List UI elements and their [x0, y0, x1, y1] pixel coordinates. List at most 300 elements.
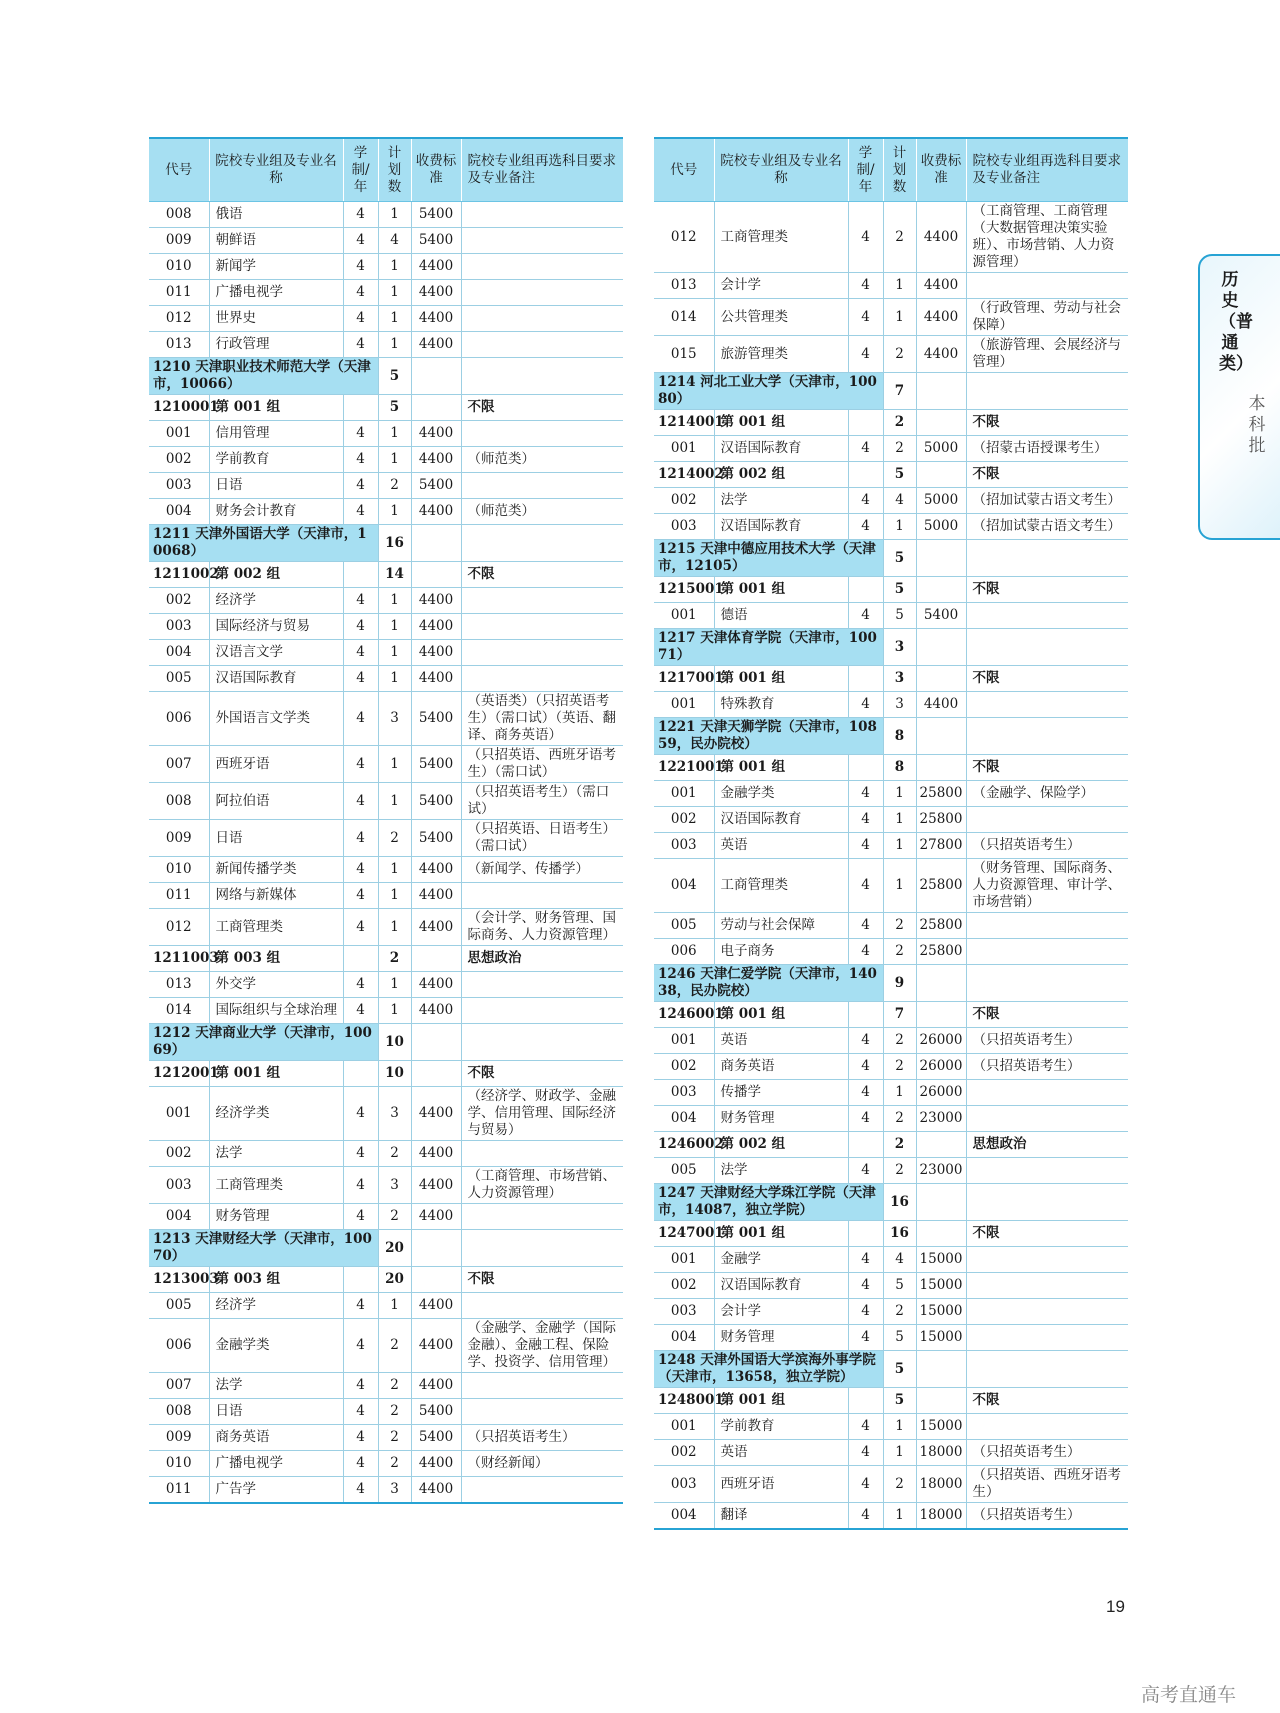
major-plan: 1 — [378, 499, 411, 525]
major-years: 4 — [343, 1204, 378, 1230]
major-code: 010 — [149, 1451, 209, 1477]
group-name: 第 001 组 — [714, 1388, 848, 1414]
group-fee-blank — [916, 1002, 966, 1028]
major-row — [149, 473, 623, 499]
major-remark — [966, 1247, 1128, 1273]
major-remark: （招加试蒙古语文考生） — [966, 514, 1128, 540]
major-years: 4 — [343, 499, 378, 525]
school-name: 1210 天津职业技术师范大学（天津市，10066） — [149, 358, 378, 395]
group-name: 第 002 组 — [714, 462, 848, 488]
major-name: 广播电视学 — [209, 1451, 343, 1477]
major-fee: 15000 — [916, 1414, 966, 1440]
major-years: 4 — [848, 1080, 883, 1106]
major-row — [149, 1204, 623, 1230]
group-plan: 2 — [883, 410, 916, 436]
major-years: 4 — [343, 640, 378, 666]
major-remark — [966, 1273, 1128, 1299]
major-name: 国际组织与全球治理 — [209, 998, 343, 1024]
major-fee: 5000 — [916, 488, 966, 514]
group-plan: 5 — [883, 577, 916, 603]
major-code: 002 — [149, 1141, 209, 1167]
major-remark — [966, 1299, 1128, 1325]
major-fee: 4400 — [411, 421, 461, 447]
major-remark: （只招英语考生） — [966, 1054, 1128, 1080]
major-fee: 4400 — [411, 1319, 461, 1373]
group-name: 第 001 组 — [714, 410, 848, 436]
major-fee: 4400 — [411, 1167, 461, 1204]
major-plan: 1 — [378, 746, 411, 783]
school-remark-blank — [461, 358, 623, 395]
major-row — [654, 807, 1128, 833]
major-fee: 25800 — [916, 939, 966, 965]
header-plan: 计划数 — [883, 138, 916, 202]
major-row — [149, 1141, 623, 1167]
major-years: 4 — [343, 820, 378, 857]
school-fee-blank — [411, 525, 461, 562]
major-fee: 4400 — [411, 883, 461, 909]
group-row — [149, 1061, 623, 1087]
major-years: 4 — [848, 781, 883, 807]
major-fee: 4400 — [411, 1141, 461, 1167]
major-code: 011 — [149, 883, 209, 909]
school-fee-blank — [916, 718, 966, 755]
major-remark — [966, 603, 1128, 629]
school-remark-blank — [966, 1184, 1128, 1221]
major-remark: （招加试蒙古语文考生） — [966, 488, 1128, 514]
major-years: 4 — [848, 299, 883, 336]
major-name: 翻译 — [714, 1503, 848, 1530]
major-remark — [461, 614, 623, 640]
major-row — [654, 1158, 1128, 1184]
major-code: 003 — [654, 1080, 714, 1106]
group-years-blank — [848, 666, 883, 692]
major-years: 4 — [848, 488, 883, 514]
major-fee: 4400 — [411, 1451, 461, 1477]
major-plan: 1 — [883, 273, 916, 299]
major-fee: 4400 — [916, 299, 966, 336]
major-remark: （只招英语考生） — [461, 1425, 623, 1451]
major-years: 4 — [848, 1106, 883, 1132]
major-row — [149, 280, 623, 306]
group-name: 第 001 组 — [714, 755, 848, 781]
major-remark: （英语类）（只招英语考生）（需口试）（英语、翻译、商务英语） — [461, 692, 623, 746]
major-plan: 1 — [378, 421, 411, 447]
major-remark: （工商管理、工商管理（大数据管理决策实验班）、市场营销、人力资源管理） — [966, 202, 1128, 273]
major-code: 003 — [654, 1466, 714, 1503]
major-code: 013 — [149, 972, 209, 998]
school-name: 1247 天津财经大学珠江学院（天津市，14087，独立学院） — [654, 1184, 883, 1221]
major-fee: 4400 — [916, 336, 966, 373]
major-code: 009 — [149, 1425, 209, 1451]
major-fee: 27800 — [916, 833, 966, 859]
group-requirement: 不限 — [966, 1388, 1128, 1414]
school-remark-blank — [966, 629, 1128, 666]
group-years-blank — [848, 1132, 883, 1158]
major-code: 004 — [654, 1325, 714, 1351]
table-header — [149, 138, 623, 202]
school-plan: 5 — [378, 358, 411, 395]
school-fee-blank — [916, 965, 966, 1002]
major-name: 英语 — [714, 1440, 848, 1466]
major-plan: 2 — [883, 202, 916, 273]
header-years: 学制/年 — [343, 138, 378, 202]
school-row — [149, 525, 623, 562]
major-remark — [461, 1399, 623, 1425]
major-row — [654, 1106, 1128, 1132]
group-code: 1246002 — [654, 1132, 714, 1158]
major-name: 法学 — [714, 1158, 848, 1184]
major-remark — [966, 1106, 1128, 1132]
major-years: 4 — [848, 1158, 883, 1184]
school-plan: 16 — [378, 525, 411, 562]
school-name: 1217 天津体育学院（天津市，10071） — [654, 629, 883, 666]
major-row — [149, 909, 623, 946]
school-row — [149, 1230, 623, 1267]
school-remark-blank — [966, 1351, 1128, 1388]
major-name: 日语 — [209, 1399, 343, 1425]
major-name: 法学 — [714, 488, 848, 514]
major-row — [149, 783, 623, 820]
major-name: 会计学 — [714, 273, 848, 299]
school-row — [149, 358, 623, 395]
major-plan: 2 — [883, 336, 916, 373]
major-remark: （经济学、财政学、金融学、信用管理、国际经济与贸易） — [461, 1087, 623, 1141]
major-years: 4 — [848, 1028, 883, 1054]
school-row — [654, 718, 1128, 755]
major-code: 001 — [654, 603, 714, 629]
school-plan: 8 — [883, 718, 916, 755]
major-fee: 4400 — [411, 499, 461, 525]
major-fee: 5400 — [411, 692, 461, 746]
major-plan: 2 — [378, 1373, 411, 1399]
major-plan: 1 — [378, 909, 411, 946]
major-years: 4 — [343, 228, 378, 254]
major-name: 外国语言文学类 — [209, 692, 343, 746]
major-code: 005 — [654, 1158, 714, 1184]
group-requirement: 不限 — [966, 755, 1128, 781]
major-code: 006 — [654, 939, 714, 965]
major-name: 日语 — [209, 820, 343, 857]
major-remark: （金融学、金融学（国际金融）、金融工程、保险学、投资学、信用管理） — [461, 1319, 623, 1373]
major-fee: 4400 — [411, 614, 461, 640]
major-years: 4 — [343, 447, 378, 473]
major-code: 003 — [149, 473, 209, 499]
major-remark — [461, 1293, 623, 1319]
group-requirement: 不限 — [461, 395, 623, 421]
major-remark — [966, 807, 1128, 833]
major-fee: 5400 — [411, 1425, 461, 1451]
school-row — [654, 1184, 1128, 1221]
major-row — [149, 820, 623, 857]
major-code: 005 — [654, 913, 714, 939]
group-name: 第 001 组 — [209, 395, 343, 421]
major-years: 4 — [848, 336, 883, 373]
school-plan: 20 — [378, 1230, 411, 1267]
major-row — [149, 1087, 623, 1141]
major-remark — [461, 280, 623, 306]
major-fee: 5400 — [411, 228, 461, 254]
school-remark-blank — [461, 1024, 623, 1061]
major-years: 4 — [343, 1399, 378, 1425]
major-remark — [461, 972, 623, 998]
major-plan: 2 — [883, 939, 916, 965]
major-years: 4 — [343, 746, 378, 783]
group-years-blank — [848, 577, 883, 603]
major-fee: 25800 — [916, 807, 966, 833]
group-row — [654, 1221, 1128, 1247]
major-remark — [966, 1414, 1128, 1440]
major-years: 4 — [343, 692, 378, 746]
major-fee: 15000 — [916, 1299, 966, 1325]
major-row — [149, 883, 623, 909]
page-number: 19 — [1106, 1597, 1125, 1616]
header-plan: 计划数 — [378, 138, 411, 202]
major-name: 经济学类 — [209, 1087, 343, 1141]
major-name: 世界史 — [209, 306, 343, 332]
major-remark: （只招英语考生） — [966, 1440, 1128, 1466]
major-row — [149, 857, 623, 883]
school-row — [654, 965, 1128, 1002]
major-row — [149, 666, 623, 692]
major-years: 4 — [848, 1466, 883, 1503]
group-fee-blank — [916, 666, 966, 692]
major-years: 4 — [343, 1451, 378, 1477]
major-row — [654, 913, 1128, 939]
group-fee-blank — [411, 395, 461, 421]
major-row — [149, 421, 623, 447]
major-code: 001 — [654, 436, 714, 462]
major-code: 004 — [149, 499, 209, 525]
group-requirement: 不限 — [461, 562, 623, 588]
major-plan: 3 — [378, 1087, 411, 1141]
group-fee-blank — [916, 462, 966, 488]
major-plan: 3 — [883, 692, 916, 718]
major-plan: 2 — [378, 1319, 411, 1373]
major-plan: 2 — [378, 473, 411, 499]
major-years: 4 — [343, 254, 378, 280]
major-code: 001 — [654, 1414, 714, 1440]
major-row — [149, 972, 623, 998]
major-name: 德语 — [714, 603, 848, 629]
major-years: 4 — [343, 1373, 378, 1399]
school-plan: 5 — [883, 540, 916, 577]
school-fee-blank — [916, 540, 966, 577]
major-years: 4 — [343, 909, 378, 946]
school-fee-blank — [411, 358, 461, 395]
group-fee-blank — [916, 1132, 966, 1158]
major-code: 001 — [654, 781, 714, 807]
major-code: 012 — [149, 306, 209, 332]
major-remark: （只招英语考生）（需口试） — [461, 783, 623, 820]
major-plan: 2 — [378, 820, 411, 857]
group-name: 第 001 组 — [714, 1221, 848, 1247]
major-years: 4 — [343, 1293, 378, 1319]
major-row — [149, 640, 623, 666]
major-name: 旅游管理类 — [714, 336, 848, 373]
major-row — [654, 1503, 1128, 1530]
major-fee: 18000 — [916, 1440, 966, 1466]
major-row — [149, 499, 623, 525]
major-fee: 4400 — [411, 588, 461, 614]
group-plan: 5 — [378, 395, 411, 421]
major-name: 西班牙语 — [209, 746, 343, 783]
major-remark: （财务管理、国际商务、人力资源管理、审计学、市场营销） — [966, 859, 1128, 913]
major-fee: 4400 — [411, 306, 461, 332]
major-row — [149, 1425, 623, 1451]
major-remark — [461, 332, 623, 358]
group-years-blank — [848, 462, 883, 488]
major-code: 015 — [654, 336, 714, 373]
major-code: 009 — [149, 228, 209, 254]
group-row — [654, 666, 1128, 692]
major-remark: （招蒙古语授课考生） — [966, 436, 1128, 462]
major-name: 新闻传播学类 — [209, 857, 343, 883]
major-years: 4 — [848, 273, 883, 299]
major-remark: （只招英语考生） — [966, 1028, 1128, 1054]
major-years: 4 — [848, 1273, 883, 1299]
header-remark: 院校专业组再选科目要求及专业备注 — [461, 138, 623, 202]
major-row — [149, 254, 623, 280]
major-remark — [966, 1158, 1128, 1184]
major-code: 004 — [654, 1106, 714, 1132]
group-row — [654, 1002, 1128, 1028]
major-code: 014 — [654, 299, 714, 336]
major-fee: 18000 — [916, 1466, 966, 1503]
major-plan: 2 — [883, 913, 916, 939]
major-plan: 1 — [378, 202, 411, 228]
major-fee: 4400 — [411, 332, 461, 358]
major-code: 007 — [149, 746, 209, 783]
major-plan: 2 — [378, 1425, 411, 1451]
major-fee: 15000 — [916, 1325, 966, 1351]
major-code: 004 — [654, 859, 714, 913]
school-remark-blank — [966, 373, 1128, 410]
major-fee: 5400 — [411, 746, 461, 783]
major-years: 4 — [343, 280, 378, 306]
major-fee: 4400 — [916, 692, 966, 718]
major-years: 4 — [343, 666, 378, 692]
major-remark — [461, 421, 623, 447]
major-years: 4 — [343, 588, 378, 614]
major-name: 金融学类 — [209, 1319, 343, 1373]
header-name: 院校专业组及专业名称 — [714, 138, 848, 202]
group-requirement: 不限 — [461, 1267, 623, 1293]
major-plan: 2 — [883, 1054, 916, 1080]
major-fee: 23000 — [916, 1158, 966, 1184]
watermark: 高考直通车 — [1141, 1684, 1237, 1706]
major-code: 003 — [654, 833, 714, 859]
major-name: 工商管理类 — [714, 202, 848, 273]
group-code: 1215001 — [654, 577, 714, 603]
major-fee: 5400 — [411, 820, 461, 857]
major-code: 006 — [149, 1319, 209, 1373]
major-code: 002 — [654, 488, 714, 514]
school-fee-blank — [916, 373, 966, 410]
major-row — [149, 1477, 623, 1504]
major-years: 4 — [343, 857, 378, 883]
major-remark — [461, 1477, 623, 1504]
school-plan: 7 — [883, 373, 916, 410]
major-remark — [461, 1373, 623, 1399]
major-name: 行政管理 — [209, 332, 343, 358]
major-name: 特殊教育 — [714, 692, 848, 718]
major-row — [149, 1373, 623, 1399]
school-plan: 9 — [883, 965, 916, 1002]
major-plan: 1 — [883, 781, 916, 807]
major-name: 日语 — [209, 473, 343, 499]
major-plan: 5 — [883, 1273, 916, 1299]
major-code: 006 — [149, 692, 209, 746]
major-plan: 2 — [883, 436, 916, 462]
group-years-blank — [848, 755, 883, 781]
group-requirement: 思想政治 — [966, 1132, 1128, 1158]
major-code: 012 — [149, 909, 209, 946]
major-name: 汉语国际教育 — [714, 1273, 848, 1299]
group-name: 第 001 组 — [714, 666, 848, 692]
major-fee: 4400 — [411, 1087, 461, 1141]
major-remark: （师范类） — [461, 447, 623, 473]
major-name: 广播电视学 — [209, 280, 343, 306]
major-remark: （只招英语考生） — [966, 833, 1128, 859]
major-plan: 1 — [883, 807, 916, 833]
group-plan: 10 — [378, 1061, 411, 1087]
major-row — [149, 1399, 623, 1425]
group-name: 第 001 组 — [714, 577, 848, 603]
major-remark: （新闻学、传播学） — [461, 857, 623, 883]
major-plan: 2 — [378, 1204, 411, 1230]
major-code: 005 — [149, 1293, 209, 1319]
school-name: 1213 天津财经大学（天津市，10070） — [149, 1230, 378, 1267]
major-years: 4 — [343, 1167, 378, 1204]
major-row — [149, 447, 623, 473]
group-plan: 8 — [883, 755, 916, 781]
major-code: 011 — [149, 280, 209, 306]
major-years: 4 — [848, 913, 883, 939]
group-plan: 14 — [378, 562, 411, 588]
major-plan: 3 — [378, 1477, 411, 1504]
major-name: 英语 — [714, 833, 848, 859]
enrollment-table-right — [654, 137, 1128, 1530]
group-requirement: 不限 — [966, 577, 1128, 603]
major-row — [149, 1293, 623, 1319]
group-row — [149, 1267, 623, 1293]
major-years: 4 — [848, 939, 883, 965]
major-remark — [461, 640, 623, 666]
major-years: 4 — [343, 783, 378, 820]
school-remark-blank — [461, 525, 623, 562]
group-code: 1248001 — [654, 1388, 714, 1414]
major-years: 4 — [343, 972, 378, 998]
major-name: 财务会计教育 — [209, 499, 343, 525]
major-name: 朝鲜语 — [209, 228, 343, 254]
major-fee: 4400 — [411, 972, 461, 998]
major-years: 4 — [343, 1477, 378, 1504]
major-years: 4 — [848, 692, 883, 718]
major-row — [654, 1247, 1128, 1273]
major-name: 劳动与社会保障 — [714, 913, 848, 939]
group-code: 1214001 — [654, 410, 714, 436]
major-years: 4 — [343, 1425, 378, 1451]
major-fee: 4400 — [411, 1373, 461, 1399]
major-years: 4 — [343, 1141, 378, 1167]
group-requirement: 不限 — [966, 1002, 1128, 1028]
major-fee: 26000 — [916, 1080, 966, 1106]
major-name: 外交学 — [209, 972, 343, 998]
major-years: 4 — [848, 1247, 883, 1273]
major-code: 008 — [149, 1399, 209, 1425]
major-name: 商务英语 — [209, 1425, 343, 1451]
major-code: 002 — [654, 1054, 714, 1080]
